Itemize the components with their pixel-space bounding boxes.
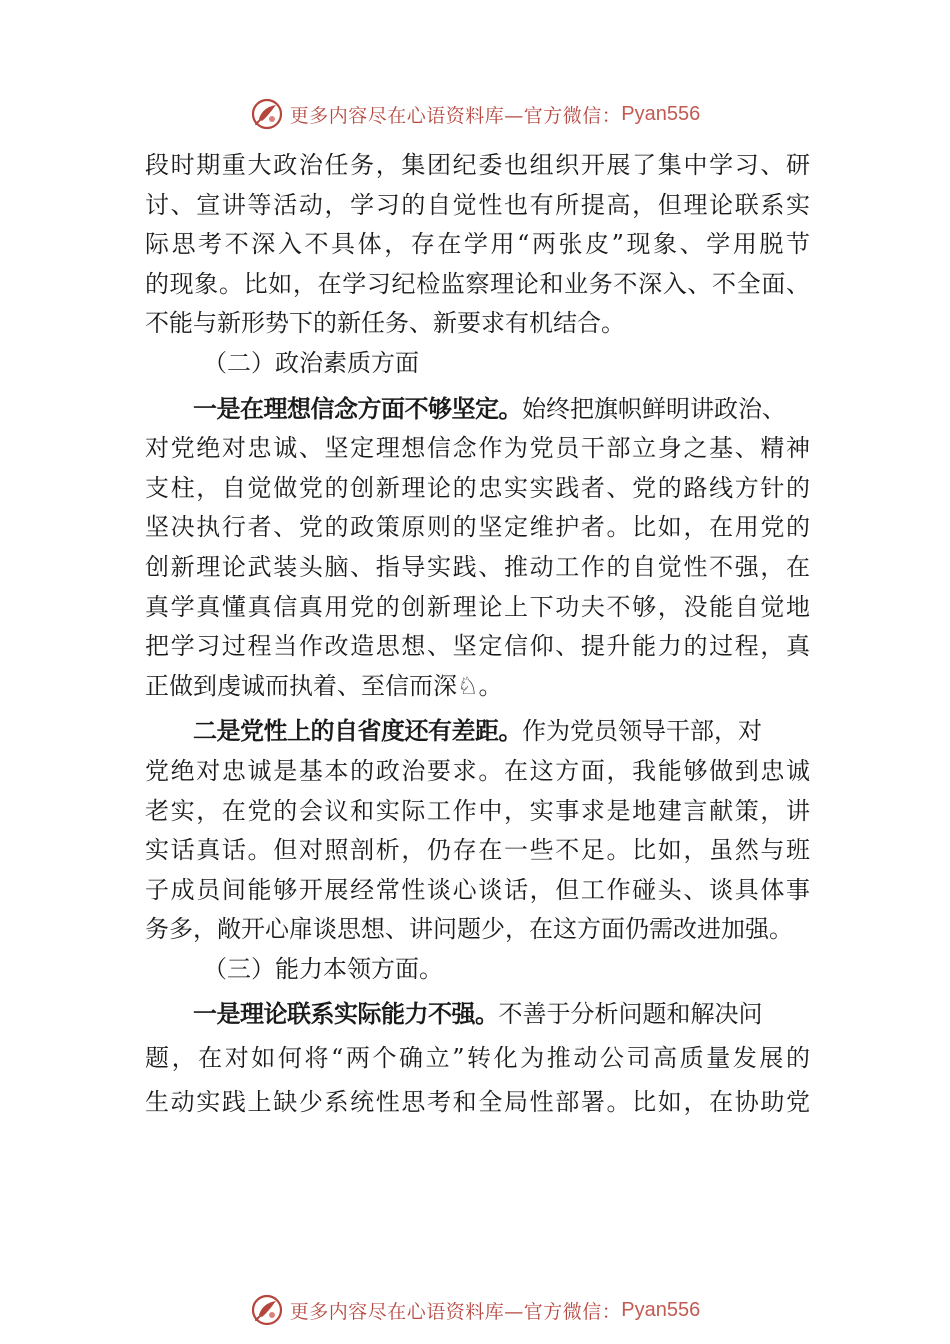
brand-logo-icon bbox=[250, 97, 284, 131]
text-line: 作为党员领导干部，对 bbox=[522, 717, 762, 746]
text-line: 不善于分析问题和解决问 bbox=[498, 1000, 763, 1029]
text-line: 际思考不深入不具体，存在学用“两张皮”现象、学用脱节 bbox=[145, 230, 810, 259]
paragraph-3 bbox=[145, 712, 810, 950]
brand-logo-icon bbox=[250, 1293, 284, 1327]
paragraph-lead: 一是理论联系实际能力不强。 bbox=[193, 1000, 499, 1029]
text-line: 坚决执行者、党的政策原则的坚定维护者。比如，在用党的 bbox=[145, 513, 810, 542]
text-line: 讨、宣讲等活动，学习的自觉性也有所提高，但理论联系实 bbox=[145, 190, 810, 219]
document-body bbox=[145, 146, 810, 1122]
text-line: 支柱，自觉做党的创新理论的忠实实践者、党的路线方针的 bbox=[145, 473, 810, 502]
text-line: 务多，敞开心扉谈思想、讲问题少，在这方面仍需改进加强。 bbox=[145, 915, 793, 944]
paragraph-lead: 二是党性上的自省度还有差距。 bbox=[193, 717, 522, 746]
text-line: 实话真话。但对照剖析，仍存在一些不足。比如，虽然与班 bbox=[145, 836, 810, 865]
text-line: 党绝对忠诚是基本的政治要求。在这方面，我能够做到忠诚 bbox=[145, 756, 810, 785]
text-line: 始终把旗帜鲜明讲政治、 bbox=[522, 394, 786, 423]
text-line: 题，在对如何将“两个确立”转化为推动公司高质量发展的 bbox=[145, 1044, 810, 1073]
section-heading-3: （三）能力本领方面。 bbox=[203, 954, 443, 983]
text-line: 对党绝对忠诚、坚定理想信念作为党员干部立身之基、精神 bbox=[145, 434, 810, 463]
footer-banner-text: 更多内容尽在心语资料库—官方微信： bbox=[289, 1300, 622, 1323]
text-line: 正做到虔诚而执着、至信而深♘。 bbox=[145, 671, 503, 700]
paragraph-lead: 一是在理想信念方面不够坚定。 bbox=[193, 394, 522, 423]
paragraph-4 bbox=[145, 995, 810, 1122]
header-watermark-banner bbox=[0, 94, 950, 134]
section-heading-2: （二）政治素质方面 bbox=[203, 348, 419, 377]
text-line: 段时期重大政治任务，集团纪委也组织开展了集中学习、研 bbox=[145, 151, 810, 179]
header-wechat-id: Pyan556 bbox=[621, 102, 701, 125]
header-banner-text: 更多内容尽在心语资料库—官方微信： bbox=[289, 104, 622, 127]
paragraph-1 bbox=[145, 146, 810, 344]
footer-wechat-id: Pyan556 bbox=[621, 1298, 701, 1321]
footer-watermark-banner bbox=[0, 1290, 950, 1330]
text-line: 生动实践上缺少系统性思考和全局性部署。比如，在协助党 bbox=[145, 1087, 810, 1116]
text-line: 老实，在党的会议和实际工作中，实事求是地建言献策，讲 bbox=[145, 796, 810, 825]
text-line: 创新理论武装头脑、指导实践、推动工作的自觉性不强，在 bbox=[145, 552, 810, 581]
text-line: 不能与新形势下的新任务、新要求有机结合。 bbox=[145, 309, 625, 338]
text-line: 子成员间能够开展经常性谈心谈话，但工作碰头、谈具体事 bbox=[145, 875, 810, 904]
text-line: 真学真懂真信真用党的创新理论上下功夫不够，没能自觉地 bbox=[145, 592, 810, 621]
paragraph-2 bbox=[145, 390, 810, 707]
text-line: 把学习过程当作改造思想、坚定信仰、提升能力的过程，真 bbox=[145, 632, 810, 661]
text-line: 的现象。比如，在学习纪检监察理论和业务不深入、不全面、 bbox=[145, 269, 810, 298]
